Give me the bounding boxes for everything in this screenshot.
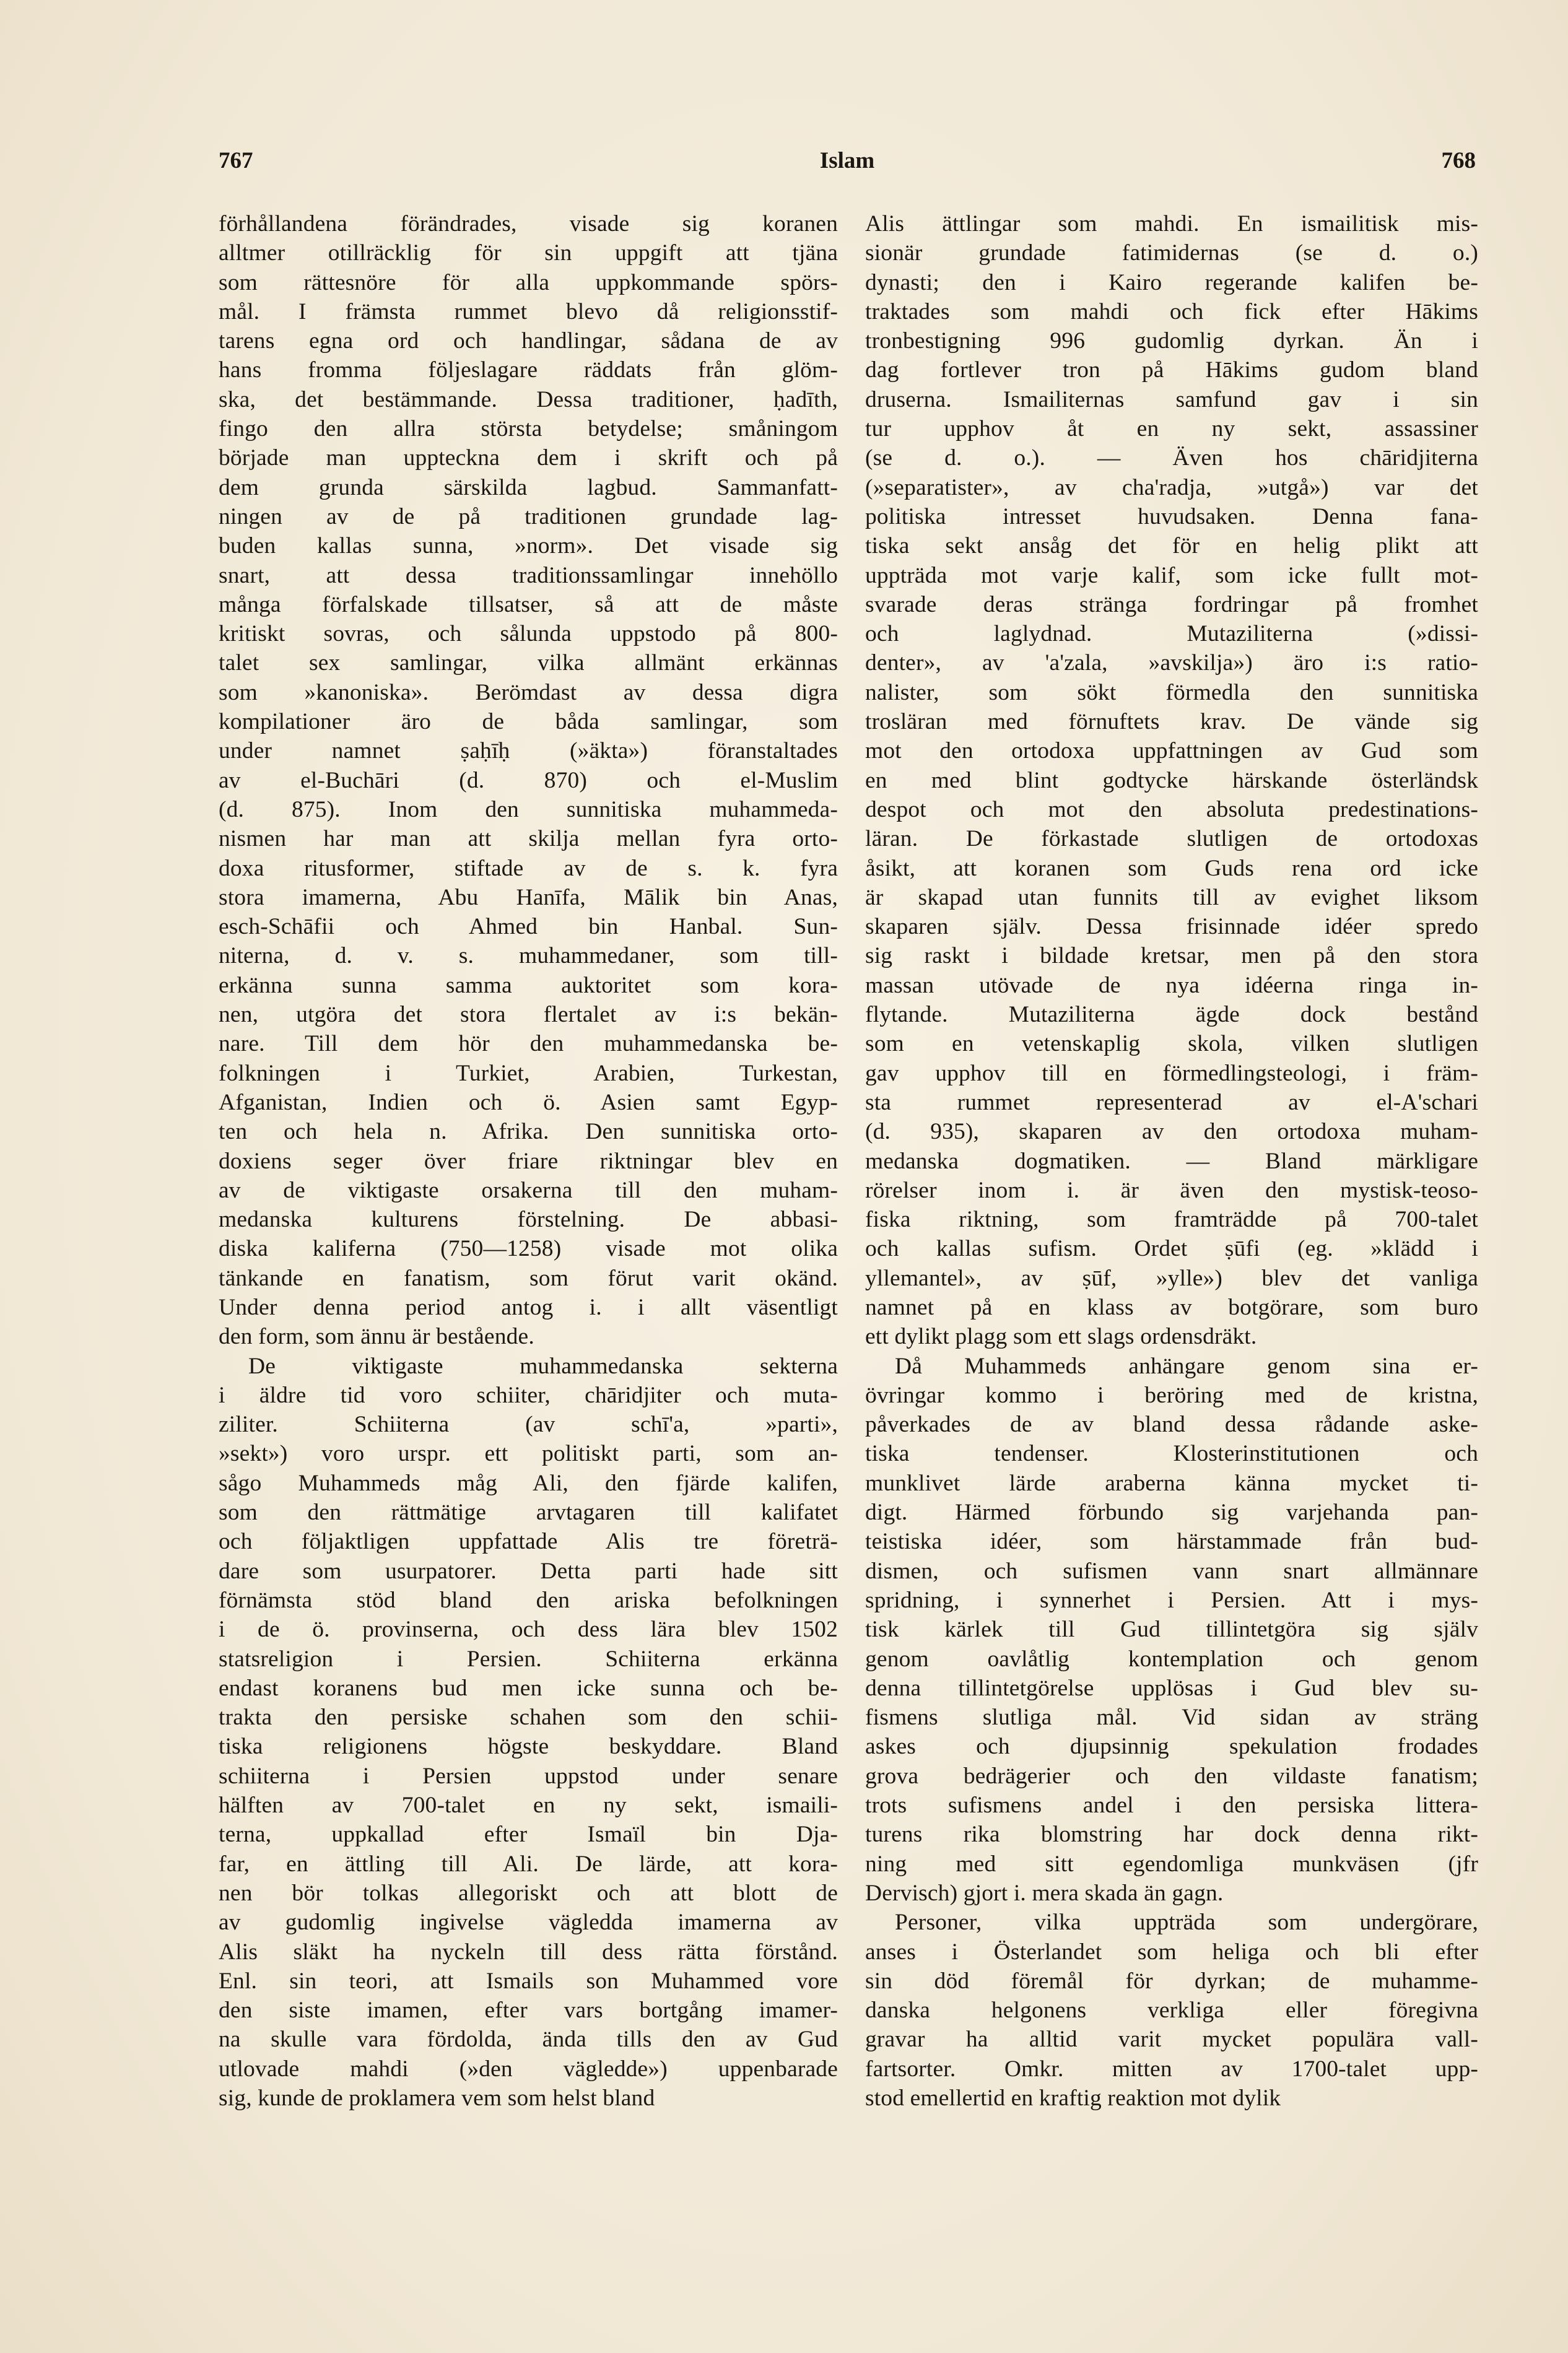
- right-column-text-line: och kallas sufism. Ordet ṣūfi (eg. »klädd i: [865, 1236, 1478, 1262]
- right-column-text-line: gav upphov till en förmedlingsteologi, i främ-: [865, 1060, 1478, 1086]
- right-column-text-line: en med blint godtycke härskande österländsk: [865, 767, 1478, 793]
- left-column-text-line: av gudomlig ingivelse vägledda imamerna av: [219, 1910, 838, 1936]
- right-column-text-line: namnet på en klass av botgörare, som buro: [865, 1294, 1478, 1320]
- left-column-text-line: doxiens seger över friare riktningar blev en: [219, 1148, 838, 1174]
- right-column-text-line: turens rika blomstring har dock denna rikt-: [865, 1822, 1478, 1848]
- left-column-text-line: dem grunda särskilda lagbud. Sammanfatt-: [219, 474, 838, 500]
- right-column-text-line: munklivet lärde araberna känna mycket ti-: [865, 1470, 1478, 1496]
- right-column-text-line: trots sufismens andel i den persiska littera-: [865, 1793, 1478, 1819]
- left-column-text-line: började man uppteckna dem i skrift och på: [219, 445, 838, 471]
- right-column-text-line: rörelser inom i. är även den mystisk-teoso-: [865, 1177, 1478, 1203]
- left-column-text-line: och följaktligen uppfattade Alis tre företrä-: [219, 1529, 838, 1555]
- left-column-text-line: De viktigaste muhammedanska sekterna: [248, 1353, 838, 1379]
- left-column-text-line: (d. 875). Inom den sunnitiska muhammeda-: [219, 796, 838, 822]
- right-column-text-line: tur upphov åt en ny sekt, assassiner: [865, 416, 1478, 442]
- right-column-text-line: grova bedrägerier och den vildaste fanatism;: [865, 1763, 1478, 1789]
- left-column-text-line: förnämsta stöd bland den ariska befolkningen: [219, 1587, 838, 1613]
- left-column-text-line: »sekt») voro urspr. ett politiskt parti, som an-: [219, 1441, 838, 1467]
- left-column-text-line: sig, kunde de proklamera vem som helst bland: [219, 2086, 655, 2111]
- left-column-text-line: utlovade mahdi (»den vägledde») uppenbarade: [219, 2056, 838, 2082]
- right-column-text-line: sta rummet representerad av el-A'schari: [865, 1089, 1478, 1115]
- left-column-text-line: folkningen i Turkiet, Arabien, Turkestan,: [219, 1060, 838, 1086]
- right-column-text-line: (»separatister», av cha'radja, »utgå») var det: [865, 474, 1478, 500]
- left-column-text-line: dare som usurpatorer. Detta parti hade sitt: [219, 1558, 838, 1584]
- right-column-text-line: teistiska idéer, som härstammade från bud-: [865, 1529, 1478, 1555]
- left-column-text-line: na skulle vara fördolda, ända tills den av Gud: [219, 2027, 838, 2053]
- left-column-text-line: tänkande en fanatism, som förut varit okänd.: [219, 1265, 838, 1291]
- left-column-text-line: terna, uppkallad efter Ismaïl bin Dja-: [219, 1822, 838, 1848]
- right-column-text-line: medanska dogmatiken. — Bland märkligare: [865, 1148, 1478, 1174]
- left-page-number: 767: [219, 148, 253, 173]
- left-text-column: [219, 209, 838, 2113]
- left-column-text-line: schiiterna i Persien uppstod under senare: [219, 1763, 838, 1789]
- running-title: Islam: [819, 148, 875, 173]
- right-column-text-line: svarade deras stränga fordringar på fromhet: [865, 591, 1478, 617]
- right-column-text-line: påverkades de av bland dessa rådande aske-: [865, 1412, 1478, 1438]
- right-column-text-line: spridning, i synnerhet i Persien. Att i mys-: [865, 1587, 1478, 1613]
- right-column-text-line: politiska intresset huvudsaken. Denna fana-: [865, 503, 1478, 529]
- left-column-text-line: Under denna period antog i. i allt väsentligt: [219, 1294, 838, 1320]
- right-column-text-line: sionär grundade fatimidernas (se d. o.): [865, 240, 1478, 266]
- right-column-text-line: (se d. o.). — Även hos chāridjiterna: [865, 445, 1478, 471]
- right-column-text-line: tronbestigning 996 gudomlig dyrkan. Än i: [865, 328, 1478, 354]
- left-column-text-line: nen, utgöra det stora flertalet av i:s bekän-: [219, 1002, 838, 1028]
- left-column-text-line: den siste imamen, efter vars bortgång imamer-: [219, 1998, 838, 2024]
- left-column-text-line: ningen av de på traditionen grundade lag-: [219, 503, 838, 529]
- left-column-text-line: av de viktigaste orsakerna till den muham-: [219, 1177, 838, 1203]
- right-column-text-line: ett dylikt plagg som ett slags ordensdräkt.: [865, 1324, 1257, 1350]
- left-column-text-line: doxa ritusformer, stiftade av de s. k. fyra: [219, 855, 838, 881]
- left-column-text-line: som »kanoniska». Berömdast av dessa digra: [219, 679, 838, 705]
- right-column-text-line: nalister, som sökt förmedla den sunnitiska: [865, 679, 1478, 705]
- right-page-number: 768: [1441, 148, 1476, 173]
- right-column-text-line: despot och mot den absoluta predestinations-: [865, 796, 1478, 822]
- right-column-text-line: trosläran med förnuftets krav. De vände sig: [865, 709, 1478, 735]
- right-text-column: [865, 209, 1478, 2113]
- right-column-text-line: Personer, vilka uppträda som undergörare,: [895, 1910, 1478, 1936]
- right-column-text-line: åsikt, att koranen som Guds rena ord icke: [865, 855, 1478, 881]
- left-column-text-line: esch-Schāfii och Ahmed bin Hanbal. Sun-: [219, 914, 838, 940]
- right-column-text-line: askes och djupsinnig spekulation frodades: [865, 1734, 1478, 1760]
- left-column-text-line: statsreligion i Persien. Schiiterna erkänna: [219, 1646, 838, 1672]
- right-column-text-line: övringar kommo i beröring med de kristna,: [865, 1382, 1478, 1408]
- right-column-text-line: (d. 935), skaparen av den ortodoxa muham-: [865, 1119, 1478, 1145]
- left-column-text-line: alltmer otillräcklig för sin uppgift att tjäna: [219, 240, 838, 266]
- right-column-text-line: flytande. Mutaziliterna ägde dock bestånd: [865, 1002, 1478, 1028]
- right-column-text-line: tisk kärlek till Gud tillintetgöra sig själv: [865, 1617, 1478, 1643]
- left-column-text-line: nismen har man att skilja mellan fyra orto-: [219, 826, 838, 852]
- left-column-text-line: ska, det bestämmande. Dessa traditioner, ḥadīth,: [219, 386, 838, 412]
- left-column-text-line: trakta den persiske schahen som den schii-: [219, 1705, 838, 1731]
- left-column-text-line: kompilationer äro de båda samlingar, som: [219, 709, 838, 735]
- left-column-text-line: den form, som ännu är bestående.: [219, 1324, 534, 1350]
- right-column-text-line: uppträda mot varje kalif, som icke fullt mot-: [865, 562, 1478, 588]
- right-column-text-line: som en vetenskaplig skola, vilken slutligen: [865, 1031, 1478, 1057]
- right-column-text-line: yllemantel», av ṣūf, »ylle») blev det vanliga: [865, 1265, 1478, 1291]
- right-column-text-line: dynasti; den i Kairo regerande kalifen be-: [865, 269, 1478, 295]
- right-column-text-line: är skapad utan funnits till av evighet liksom: [865, 884, 1478, 910]
- right-column-text-line: skaparen själv. Dessa frisinnade idéer spredo: [865, 914, 1478, 940]
- left-column-text-line: Enl. sin teori, att Ismails son Muhammed vore: [219, 1968, 838, 1994]
- left-column-text-line: niterna, d. v. s. muhammedaner, som till-: [219, 943, 838, 969]
- left-column-text-line: erkänna sunna samma auktoritet som kora-: [219, 972, 838, 998]
- right-column-text-line: druserna. Ismailiternas samfund gav i sin: [865, 386, 1478, 412]
- right-column-text-line: tiska sekt ansåg det för en helig plikt att: [865, 533, 1478, 559]
- left-column-text-line: kritiskt sovras, och sålunda uppstodo på 800-: [219, 621, 838, 647]
- left-column-text-line: nen bör tolkas allegoriskt och att blott de: [219, 1880, 838, 1906]
- left-column-text-line: som rättesnöre för alla uppkommande spörs-: [219, 269, 838, 295]
- right-column-text-line: Då Muhammeds anhängare genom sina er-: [895, 1353, 1478, 1379]
- right-column-text-line: ning med sitt egendomliga munkväsen (jfr: [865, 1851, 1478, 1877]
- left-column-text-line: medanska kulturens förstelning. De abbasi-: [219, 1207, 838, 1233]
- left-column-text-line: nare. Till dem hör den muhammedanska be-: [219, 1031, 838, 1057]
- left-column-text-line: tarens egna ord och handlingar, sådana de av: [219, 328, 838, 354]
- left-column-text-line: ten och hela n. Afrika. Den sunnitiska orto-: [219, 1119, 838, 1145]
- left-column-text-line: hälften av 700-talet en ny sekt, ismaili-: [219, 1793, 838, 1819]
- left-column-text-line: förhållandena förändrades, visade sig koranen: [219, 211, 838, 237]
- left-column-text-line: buden kallas sunna, »norm». Det visade sig: [219, 533, 838, 559]
- left-column-text-line: endast koranens bud men icke sunna och be-: [219, 1675, 838, 1701]
- left-column-text-line: i äldre tid voro schiiter, chāridjiter och muta-: [219, 1382, 838, 1408]
- right-column-text-line: sin död föremål för dyrkan; de muhamme-: [865, 1968, 1478, 1994]
- left-column-text-line: hans fromma följeslagare räddats från glöm-: [219, 357, 838, 383]
- left-column-text-line: sågo Muhammeds måg Ali, den fjärde kalifen,: [219, 1470, 838, 1496]
- left-column-text-line: talet sex samlingar, vilka allmänt erkännas: [219, 650, 838, 676]
- right-column-text-line: dismen, och sufismen vann snart allmännare: [865, 1558, 1478, 1584]
- right-column-text-line: sig raskt i bildade kretsar, men på den stora: [865, 943, 1478, 969]
- left-column-text-line: mål. I främsta rummet blevo då religionsstif-: [219, 298, 838, 324]
- left-column-text-line: många förfalskade tillsatser, så att de måste: [219, 591, 838, 617]
- right-column-text-line: gravar ha alltid varit mycket populära vall-: [865, 2027, 1478, 2053]
- left-column-text-line: under namnet ṣaḥīḥ (»äkta») föranstaltades: [219, 738, 838, 764]
- left-column-text-line: fingo den allra största betydelse; småningom: [219, 416, 838, 442]
- right-column-text-line: denna tillintetgörelse upplösas i Gud blev su-: [865, 1675, 1478, 1701]
- right-column-text-line: Alis ättlingar som mahdi. En ismailitisk mis-: [865, 211, 1478, 237]
- right-column-text-line: läran. De förkastade slutligen de ortodoxas: [865, 826, 1478, 852]
- left-column-text-line: diska kaliferna (750—1258) visade mot olika: [219, 1236, 838, 1262]
- left-column-text-line: stora imamerna, Abu Hanīfa, Mālik bin Anas,: [219, 884, 838, 910]
- right-column-text-line: mot den ortodoxa uppfattningen av Gud som: [865, 738, 1478, 764]
- right-column-text-line: digt. Härmed förbundo sig varjehanda pan-: [865, 1500, 1478, 1526]
- left-column-text-line: snart, att dessa traditionssamlingar innehöllo: [219, 562, 838, 588]
- left-column-text-line: av el-Buchāri (d. 870) och el-Muslim: [219, 767, 838, 793]
- right-column-text-line: genom oavlåtlig kontemplation och genom: [865, 1646, 1478, 1672]
- right-column-text-line: traktades som mahdi och fick efter Hākims: [865, 298, 1478, 324]
- right-column-text-line: och laglydnad. Mutaziliterna (»dissi-: [865, 621, 1478, 647]
- right-column-text-line: massan utövade de nya idéerna ringa in-: [865, 972, 1478, 998]
- right-column-text-line: danska helgonens verkliga eller föregivna: [865, 1998, 1478, 2024]
- left-column-text-line: Alis släkt ha nyckeln till dess rätta förstånd.: [219, 1939, 838, 1965]
- right-column-text-line: fismens slutliga mål. Vid sidan av sträng: [865, 1705, 1478, 1731]
- page-header: [219, 147, 1476, 185]
- right-column-text-line: stod emellertid en kraftig reaktion mot dylik: [865, 2086, 1281, 2111]
- left-column-text-line: ziliter. Schiiterna (av schī'a, »parti»,: [219, 1412, 838, 1438]
- left-column-text-line: som den rättmätige arvtagaren till kalifatet: [219, 1500, 838, 1526]
- right-column-text-line: anses i Österlandet som heliga och bli efter: [865, 1939, 1478, 1965]
- left-column-text-line: far, en ättling till Ali. De lärde, att kora-: [219, 1851, 838, 1877]
- left-column-text-line: tiska religionens högste beskyddare. Bland: [219, 1734, 838, 1760]
- left-column-text-line: Afganistan, Indien och ö. Asien samt Egyp-: [219, 1089, 838, 1115]
- left-column-text-line: i de ö. provinserna, och dess lära blev 1502: [219, 1617, 838, 1643]
- right-column-text-line: denter», av 'a'zala, »avskilja») äro i:s ratio-: [865, 650, 1478, 676]
- right-column-text-line: fiska riktning, som framträdde på 700-talet: [865, 1207, 1478, 1233]
- right-column-text-line: dag fortlever tron på Hākims gudom bland: [865, 357, 1478, 383]
- right-column-text-line: tiska tendenser. Klosterinstitutionen och: [865, 1441, 1478, 1467]
- right-column-text-line: fartsorter. Omkr. mitten av 1700-talet upp-: [865, 2056, 1478, 2082]
- right-column-text-line: Dervisch) gjort i. mera skada än gagn.: [865, 1880, 1224, 1906]
